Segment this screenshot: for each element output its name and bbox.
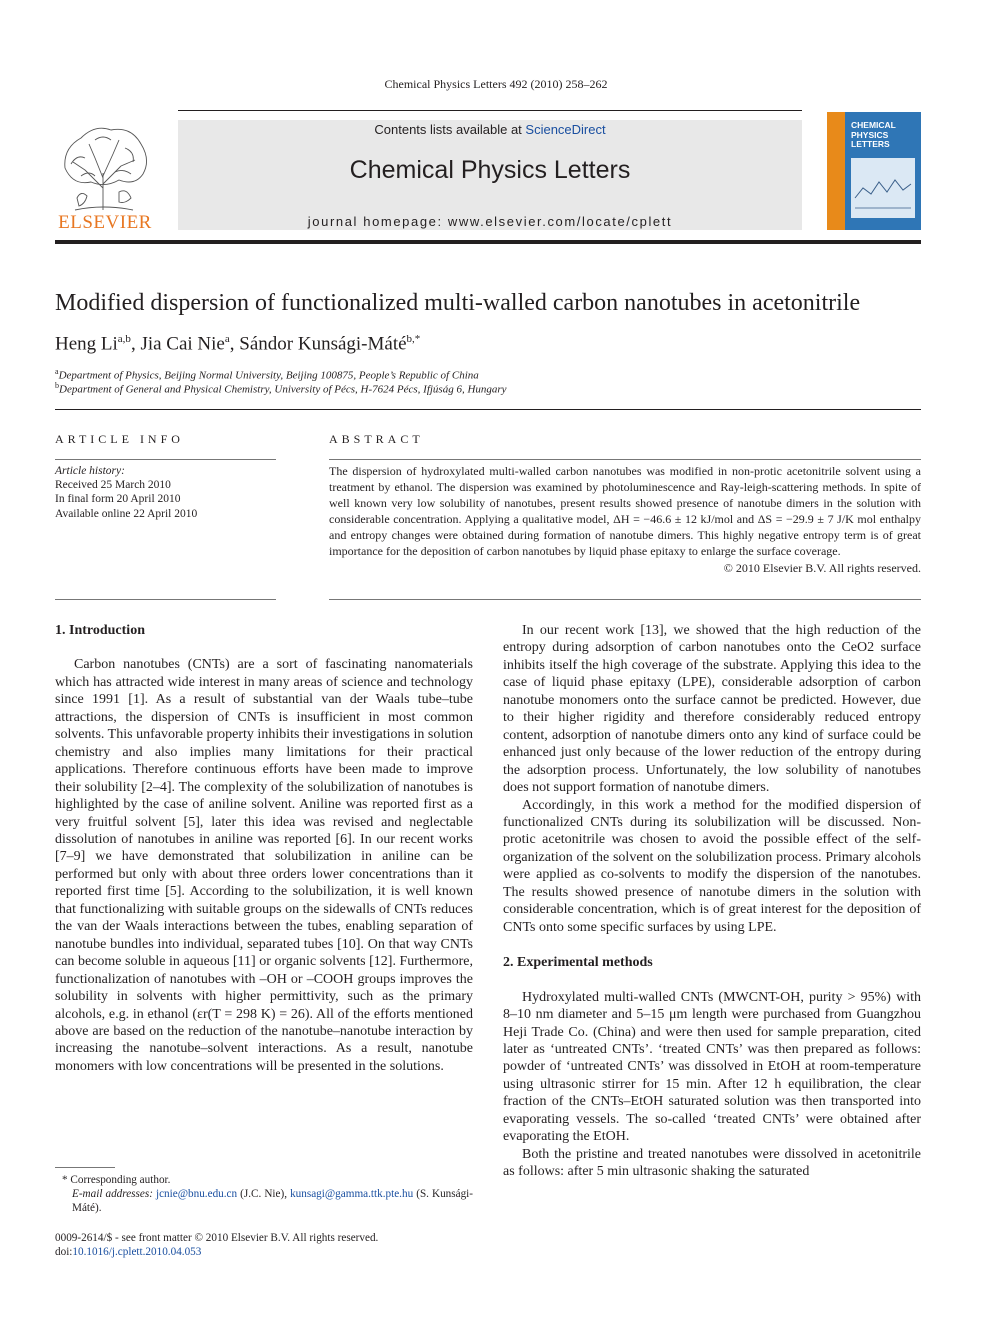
issn-line: 0009-2614/$ - see front matter © 2010 Elsevier B.V. All rights reserved. — [55, 1232, 379, 1244]
right-column — [503, 622, 921, 1181]
footnote-emails: E-mail addresses: jcnie@bnu.edu.cn (J.C. Nie), kunsagi@gamma.ttk.pte.hu (S. Kunsági-Máté). — [72, 1188, 474, 1214]
journal-homepage[interactable]: journal homepage: www.elsevier.com/locate/cplett — [307, 214, 673, 229]
abstract-text: The dispersion of hydroxylated multi-walled carbon nanotubes was modified in non-protic acetonitrile solvent using a treatment by ethanol. The dispersion was examined by photoluminescence and Ray-leigh-scattering methods. In spite of well known very low solubility of nanotubes, present results showed presence of nanotube dimers in the solution with considerable concentration. Applying a qualitative model, ΔH = −46.6 ± 12 kJ/mol and ΔS = −29.9 ± 7 J/K mol enthalpy and entropy changes were obtained during formation of nanotube dimers. This highly negative entropy term is of great importance for the deposition of carbon nanotubes by liquid phase epitaxy to enlarge the surface coverage. — [329, 464, 921, 559]
history-label: Article history: — [55, 465, 125, 477]
doi-line: doi:10.1016/j.cplett.2010.04.053 — [55, 1246, 202, 1258]
author-name: Heng Li — [55, 333, 118, 355]
article-info-heading: ARTICLE INFO — [55, 432, 184, 446]
body-paragraph: Both the pristine and treated nanotubes were dissolved in acetonitrile as follows: after 5 min ultrasonic shaking the saturated — [503, 1146, 921, 1180]
cover-spine — [827, 112, 845, 230]
author-list: Heng Li$^{a,b}$, Jia Cai Nie$^a$, Sándor Kunsági-Máté$^{b,*}$ — [55, 333, 421, 355]
body-paragraph: Hydroxylated multi-walled CNTs (MWCNT-OH, purity > 95%) with 8–10 nm diameter and 5–15 μm length were purchased from Guangzhou Heji Trade Co. (China) and were then used for sample preparation, cited later as ‘untreated CNTs’. ‘treated CNTs’ was then prepared as follows: powder of ‘untreated CNTs’ was dissolved in EtOH at room-temperature using ultrasonic stirrer for 15 min. After 12 h equilibration, the clear fraction of the CNTs–EtOH saturated solution was then transported into evaporating vessels. The so-called ‘treated CNTs’ were obtained after evaporating the EtOH. — [503, 989, 921, 1145]
sciencedirect-link[interactable]: ScienceDirect — [525, 122, 606, 137]
email-link[interactable]: kunsagi@gamma.ttk.pte.hu — [290, 1188, 414, 1200]
footnote-rule — [55, 1167, 115, 1168]
section-heading-methods: 2. Experimental methods — [503, 955, 653, 971]
header-rule-thick — [55, 240, 921, 244]
affiliation-rule — [55, 409, 921, 410]
history-online: Available online 22 April 2010 — [55, 507, 198, 520]
cover-graph-icon — [851, 158, 915, 218]
author-name: Jia Cai Nie — [140, 333, 225, 355]
front-matter — [55, 1231, 485, 1259]
email-link[interactable]: jcnie@bnu.edu.cn — [155, 1188, 238, 1200]
journal-banner — [178, 120, 802, 230]
history-received: Received 25 March 2010 — [55, 479, 171, 492]
doi-link[interactable]: 10.1016/j.cplett.2010.04.053 — [72, 1246, 202, 1258]
section-heading-introduction: 1. Introduction — [55, 623, 145, 638]
journal-cover — [827, 112, 921, 230]
affiliation-a: $^a$Department of Physics, Beijing Normal University, Beijing 100875, People’s Republic of China — [55, 367, 479, 382]
article-history — [55, 464, 197, 521]
history-final-form: In final form 20 April 2010 — [55, 493, 181, 506]
abstract-copyright: © 2010 Elsevier B.V. All rights reserved. — [723, 560, 921, 575]
journal-name: Chemical Physics Letters — [349, 156, 631, 184]
introduction-paragraph: Carbon nanotubes (CNTs) are a sort of fascinating nanomaterials which has attracted wide interest in many areas of science and technology since 1991 [1]. As a result of substantial van der Waals tube–tube attractions, the dispersion of CNTs is insufficient in most common solvents. This unfavorable property inhibits their investigations in solution chemistry and also implies many limitations for their practical applications. Therefore continuous efforts have been made to improve their solubility [2–4]. The complexity of the solubilization of nanotubes is highlighted by the case of aniline solvent. Aniline was reported first as a very fruitful solvent [5], later this idea was revised and neglectable dissolution of nanotubes in aniline was reported [6]. In our recent works [7–9] we have demonstrated that solubilization in aniline can be performed but only with about three orders lower concentrations than it reported first time [5]. According to the solubilization, it is well known that functionalizing with suitable groups on the sidewalls of CNTs reduces the van der Waals interactions between the tubes, enabling separation of nanotube bundles into individual, separated tubes [10]. On that way CNTs can become soluble in aqueous [11] or organic solvents [12]. Furthermore, functionalization of nanotubes with –OH or –COOH groups improves the solubility in solvents with higher permittivity, such as the primary alcohols, e.g. in ethanol (εr(T = 298 K) = 26). All of the efforts mentioned above are based on the reduction of the nanotube–nanotube interaction by increasing the nanotube–solvent interactions. As a result, nanotube monomers with low concentrations will be presented in the solutions. — [55, 657, 473, 1074]
running-head: Chemical Physics Letters 492 (2010) 258–262 — [384, 77, 608, 91]
affiliation-b: $^b$Department of General and Physical Chemistry, University of Pécs, H-7624 Pécs, Ifjúság 6, Hungary — [55, 381, 507, 396]
abstract-rule — [329, 459, 921, 460]
publisher-wordmark: ELSEVIER — [58, 212, 152, 233]
left-column — [55, 622, 473, 1075]
article-title: Modified dispersion of functionalized multi-walled carbon nanotubes in acetonitrile — [55, 290, 861, 316]
author-affiliation-mark: a,b — [117, 333, 131, 345]
contents-line: Contents lists available at ScienceDirect — [374, 122, 606, 137]
footnote-corresponding: * Corresponding author. — [62, 1174, 171, 1186]
header-rule-top — [178, 110, 802, 111]
body-paragraph: In our recent work [13], we showed that the high reduction of the entropy during adsorption of carbon nanotubes onto the CeO2 surface inhibits itself the high coverage of the substrate. Applying this idea to the case of liquid phase epitaxy (LPE), considerable adsorption of carbon nanotube monomers onto the surface cannot be predicted. However, due to their higher rigidity and therefore considerably reduced entropy content, adsorption of nanotube dimers onto any kind of surface could be enhanced just only because of the lower reduction of the entropy during the adsorption process. Unfortunately, the low solubility of nanotubes does not support formation of nanotube dimers. — [503, 623, 921, 796]
author-affiliation-mark: a — [224, 333, 230, 345]
cover-artwork — [851, 158, 915, 218]
cover-title: CHEMICAL PHYSICS LETTERS — [851, 120, 896, 149]
elsevier-logo — [55, 118, 155, 236]
abstract-body — [329, 463, 921, 576]
author-name: Sándor Kunsági-Máté — [239, 333, 407, 355]
abstract-bottom-rule — [329, 599, 921, 600]
author-affiliation-mark: b,* — [406, 333, 421, 345]
article-info-bottom-rule — [55, 599, 276, 600]
abstract-heading: ABSTRACT — [329, 432, 424, 446]
footnotes — [55, 1173, 473, 1215]
body-paragraph: Accordingly, in this work a method for the modified dispersion of functionalized CNTs during its solubilization will be discussed. Non-protic acetonitrile was chosen to avoid the possible effect of the self-organization of the solvent on the solubilization process. Primary alcohols were applied as co-solvents to modify the dispersion of the nanotubes. The results showed presence of nanotube dimers in the solution with considerable concentration, which is of great interest for the deposition of CNTs onto some specific surfaces by using LPE. — [503, 797, 921, 935]
article-info-rule — [55, 459, 276, 460]
